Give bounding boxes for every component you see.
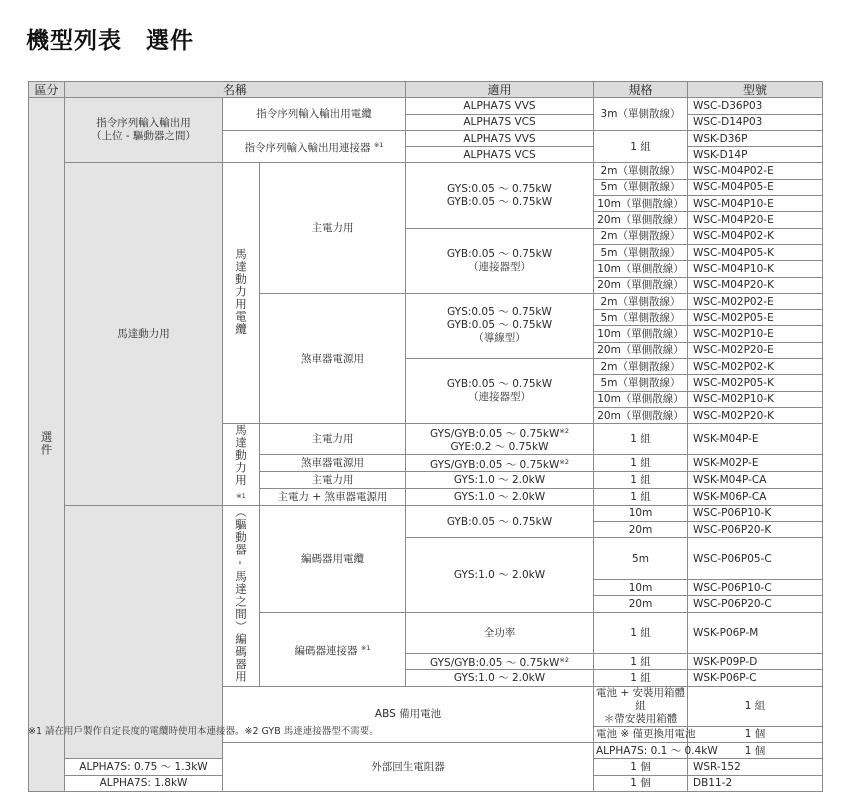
model-cell: WSK-M04P-CA (688, 472, 823, 489)
apply-cell: GYS:1.0 ～ 2.0kW (406, 488, 594, 505)
apply-cell: ALPHA7S VVS (406, 130, 594, 146)
spec-cell: 1 組 (594, 488, 688, 505)
model-cell: WSC-D14P03 (688, 114, 823, 130)
apply-cell: ALPHA7S: 1.8kW (65, 775, 223, 791)
page-title: 機型列表 選件 (26, 28, 194, 54)
header-spec: 規格 (594, 82, 688, 98)
apply-cell: GYS:0.05 ～ 0.75kW GYB:0.05 ～ 0.75kW （導線型） (406, 293, 594, 358)
model-cell: WSC-M04P02-K (688, 228, 823, 244)
spec-cell: 1 個 (594, 759, 688, 775)
footnote-mark: ※1 (236, 491, 246, 500)
group-motor-power: 馬達動力用 (65, 163, 223, 505)
footnote-mark: ※1 (373, 141, 384, 150)
spec-cell: 1 個 (688, 726, 823, 742)
spec-cell: 5m（單側散線） (594, 310, 688, 326)
spec-cell: 10m（單側散線） (594, 261, 688, 277)
spec-cell: 20m（單側散線） (594, 342, 688, 358)
spec-cell: 3m（單側散線） (594, 98, 688, 131)
motor-cable2-label: 馬達動力用 (234, 424, 248, 487)
spec-cell: 20m (594, 596, 688, 612)
spec-cell: 10m（單側散線） (594, 326, 688, 342)
model-cell: WSK-P06P-C (688, 670, 823, 686)
table-row (29, 98, 823, 114)
name-resistor: 外部回生電阻器 (223, 743, 594, 792)
header-name: 名稱 (65, 82, 406, 98)
spec-cell: 20m（單側散線） (594, 407, 688, 423)
group-blank (65, 505, 223, 759)
apply-cell: GYB:0.05 ～ 0.75kW (406, 505, 594, 538)
footnote-mark: ※1 (360, 643, 371, 652)
spec-cell: 1 組 (594, 455, 688, 472)
model-cell: DB11-2 (688, 775, 823, 791)
apply-cell: GYS:1.0 ～ 2.0kW (406, 538, 594, 612)
spec-cell: 5m（單側散線） (594, 244, 688, 260)
model-cell: WSC-P06P20-C (688, 596, 823, 612)
name-main-power: 主電力用 (260, 472, 406, 489)
spec-cell: 1 組 (594, 472, 688, 489)
model-cell: WSC-M02P20-E (688, 342, 823, 358)
spec-cell: 1 組 (594, 424, 688, 455)
name-enc-cable: 編碼器用電纜 (260, 505, 406, 612)
model-cell: WSC-M04P10-K (688, 261, 823, 277)
model-cell: WSC-M02P05-E (688, 310, 823, 326)
apply-cell: 全功率 (406, 612, 594, 654)
footnote-mark: ※2 (559, 656, 569, 665)
apply-cell: GYS/GYB:0.05 ～ $0.75kW^{※2}$ (406, 654, 594, 670)
name-enc-conn: 編碼器連接器 $^{※1}$ (260, 612, 406, 686)
apply-cell: 電池 + 安裝用箱體組 ＊帶安裝用箱體 (594, 686, 688, 726)
spec-cell: 10m (594, 579, 688, 595)
model-cell: WSK-D36P (688, 130, 823, 146)
name-main-plus-brake: 主電力 + 煞車器電源用 (260, 488, 406, 505)
motor-cable2-cell (223, 424, 260, 506)
spec-cell: 10m（單側散線） (594, 196, 688, 212)
model-cell: WSC-M04P20-E (688, 212, 823, 228)
model-cell: WSK-P06P-M (688, 612, 823, 654)
spec-cell: 2m（單側散線） (594, 163, 688, 179)
spec-cell: 1 個 (688, 743, 823, 759)
model-cell: WSC-P06P20-K (688, 522, 823, 538)
name-main-power: 主電力用 (260, 424, 406, 455)
motor-cable-label: 馬達動力用電纜 (234, 248, 248, 336)
model-cell: WSK-M04P-E (688, 424, 823, 455)
footnote-mark: ※2 (559, 457, 569, 466)
name-cmd-conn: 指令序列輸入輸出用連接器 $^{※1}$ (223, 130, 406, 163)
apply-cell: ALPHA7S: 0.1 ～ 0.4kW (594, 743, 688, 759)
spec-cell: 1 組 (594, 612, 688, 654)
model-cell: WSK-P09P-D (688, 654, 823, 670)
spec-cell: 20m（單側散線） (594, 277, 688, 293)
table-row (29, 163, 823, 179)
group-command: 指令序列輸入輸出用 （上位 - 驅動器之間） (65, 98, 223, 163)
model-cell: WSR-152 (688, 759, 823, 775)
model-cell: WSK-D14P (688, 147, 823, 163)
name-main-power: 主電力用 (260, 163, 406, 293)
spec-cell: 20m（單側散線） (594, 212, 688, 228)
apply-cell: GYB:0.05 ～ 0.75kW （連接器型） (406, 228, 594, 293)
spec-cell: 5m (594, 538, 688, 580)
name-brake-power: 煞車器電源用 (260, 455, 406, 472)
footnote-mark: ※2 (559, 426, 569, 435)
model-cell: WSC-M04P05-E (688, 179, 823, 195)
apply-cell: GYS:1.0 ～ 2.0kW (406, 472, 594, 489)
spec-cell: 5m（單側散線） (594, 375, 688, 391)
model-cell: WSC-M04P05-K (688, 244, 823, 260)
spec-cell: 1 組 (594, 654, 688, 670)
header-apply: 適用 (406, 82, 594, 98)
header-model: 型號 (688, 82, 823, 98)
header-category: 區分 (29, 82, 65, 98)
name-abs-battery: ABS 備用電池 (223, 686, 594, 742)
table-header-row (29, 82, 823, 98)
spec-cell: 2m（單側散線） (594, 228, 688, 244)
spec-cell: 2m（單側散線） (594, 293, 688, 309)
footnote: ※1 請在用戶製作自定長度的電纜時使用本連接器。※2 GYB 馬達連接器型不需要。 (28, 726, 379, 737)
model-cell: WSC-M02P20-K (688, 407, 823, 423)
apply-cell: GYS:0.05 ～ 0.75kW GYB:0.05 ～ 0.75kW (406, 163, 594, 228)
spec-cell: 10m（單側散線） (594, 391, 688, 407)
table-row (29, 505, 823, 521)
model-cell: WSC-M04P10-E (688, 196, 823, 212)
model-cell: WSC-D36P03 (688, 98, 823, 114)
spec-cell: 5m（單側散線） (594, 179, 688, 195)
model-cell: WSC-M02P02-K (688, 359, 823, 375)
spec-cell: 1 組 (688, 686, 823, 726)
model-cell: WSC-P06P10-K (688, 505, 823, 521)
model-cell: WSC-M02P05-K (688, 375, 823, 391)
model-cell: WSK-M02P-E (688, 455, 823, 472)
spec-cell: 1 個 (594, 775, 688, 791)
spec-cell: 2m（單側散線） (594, 359, 688, 375)
spec-cell: 10m (594, 505, 688, 521)
model-cell: WSC-M02P10-E (688, 326, 823, 342)
apply-cell: ALPHA7S VCS (406, 147, 594, 163)
model-cell: WSC-M02P02-E (688, 293, 823, 309)
encoder-group-label: （驅動器 - 馬達之間）編碼器用 (234, 505, 248, 683)
model-cell: WSC-P06P10-C (688, 579, 823, 595)
category-cell (29, 98, 65, 792)
model-cell: WSC-M02P10-K (688, 391, 823, 407)
spec-cell: 1 組 (594, 130, 688, 163)
apply-cell: ALPHA7S VCS (406, 114, 594, 130)
name-brake-power: 煞車器電源用 (260, 293, 406, 423)
category-label: 選件 (39, 430, 54, 456)
apply-cell: GYS/GYB:0.05 ～ $0.75kW^{※2}$ (406, 455, 594, 472)
spec-cell: 1 組 (594, 670, 688, 686)
apply-cell: GYS:1.0 ～ 2.0kW (406, 670, 594, 686)
model-cell: WSC-M04P20-K (688, 277, 823, 293)
apply-cell: 電池 ※ 僅更換用電池 (594, 726, 688, 742)
apply-cell: GYB:0.05 ～ 0.75kW （連接器型） (406, 359, 594, 424)
model-cell: WSC-M04P02-E (688, 163, 823, 179)
motor-cable-cell (223, 163, 260, 424)
spec-cell: 20m (594, 522, 688, 538)
model-cell: WSK-M06P-CA (688, 488, 823, 505)
encoder-group-cell (223, 505, 260, 686)
apply-cell: GYS/GYB:0.05 ～ $0.75kW^{※2}$ GYE:0.2 ～ 0.75kW (406, 424, 594, 455)
name-cmd-cable: 指令序列輸入輸出用電纜 (223, 98, 406, 131)
apply-cell: ALPHA7S: 0.75 ～ 1.3kW (65, 759, 223, 775)
options-table (28, 81, 823, 792)
model-cell: WSC-P06P05-C (688, 538, 823, 580)
apply-cell: ALPHA7S VVS (406, 98, 594, 114)
